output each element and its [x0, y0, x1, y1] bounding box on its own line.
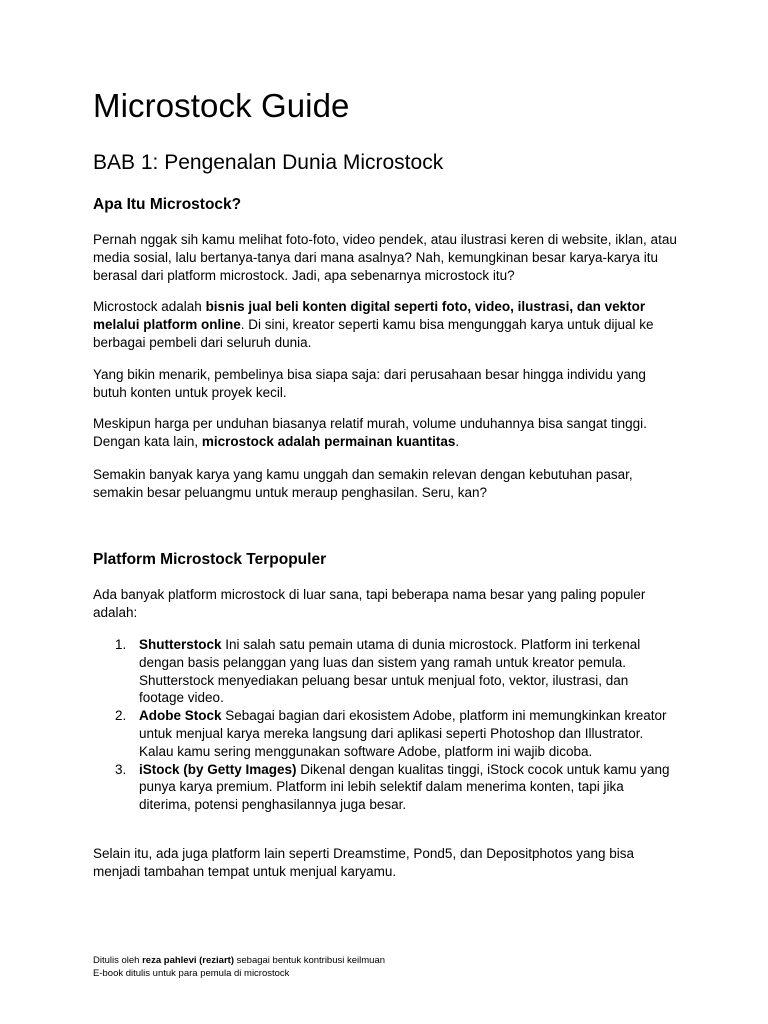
paragraph-bold-text: bisnis jual beli konten digital seperti foto, video, ilustrasi, dan vektor melalui platform online [93, 299, 646, 332]
document-title: Microstock Guide [93, 87, 350, 124]
platform-list [93, 636, 677, 814]
paragraph-relevance: Semakin banyak karya yang kamu unggah dan semakin relevan dengan kebutuhan pasar, semakin besar peluangmu untuk meraup penghasilan. Seru, kan? [93, 467, 633, 500]
page-footer [93, 954, 385, 980]
paragraph-text: Microstock adalah [93, 299, 206, 314]
footer-author-name: reza pahlevi (reziart) [142, 955, 234, 966]
list-item [93, 761, 677, 814]
list-item-text: Ini salah satu pemain utama di dunia microstock. Platform ini terkenal dengan basis pelanggan yang luas dan sistem yang ramah untuk kreator pemula. Shutterstock menyediakan peluang besar untuk menjual foto, vektor, ilustrasi, dan footage video. [139, 637, 641, 706]
footer-text: Ditulis oleh [93, 955, 143, 966]
section-heading-platform-populer: Platform Microstock Terpopuler [93, 551, 327, 568]
list-item [93, 636, 677, 707]
paragraph-buyers: Yang bikin menarik, pembelinya bisa siapa saja: dari perusahaan besar hingga individu yang butuh konten untuk proyek kecil. [93, 367, 646, 400]
footer-text: sebagai bentuk kontribusi keilmuan [233, 955, 386, 966]
paragraph-text: . [455, 433, 460, 449]
list-item-text: Sebagai bagian dari ekosistem Adobe, platform ini memungkinkan kreator untuk menjual karya mereka langsung dari aplikasi seperti Photoshop dan Illustrator. Kalau kamu sering menggunakan software Adobe, platform ini wajib dicoba. [139, 708, 667, 759]
paragraph-quantity [93, 415, 677, 451]
footer-note-line: E-book ditulis untuk para pemula di microstock [93, 968, 290, 979]
list-item-number: 1. [115, 637, 127, 652]
list-item-name: Adobe Stock [139, 708, 222, 724]
paragraph-text: . Di sini, kreator seperti kamu bisa mengunggah karya untuk dijual ke berbagai pembeli dari seluruh dunia. [93, 316, 654, 350]
list-item-text: Dikenal dengan kualitas tinggi, iStock cocok untuk kamu yang punya karya premium. Platform ini lebih selektif dalam menerima konten, tapi jika diterima, potensi penghasilannya juga besar. [139, 761, 670, 813]
paragraph-bold-text: microstock adalah permainan kuantitas [201, 433, 456, 449]
list-item-number: 2. [115, 708, 127, 724]
list-item-number: 3. [115, 761, 127, 777]
list-item-name: iStock (by Getty Images) [139, 761, 297, 777]
list-item-name: Shutterstock [139, 637, 222, 652]
document-page [93, 0, 677, 1024]
paragraph-intro: Pernah nggak sih kamu melihat foto-foto, video pendek, atau ilustrasi keren di website, iklan, atau media sosial, lalu bertanya-tanya dari mana asalnya? Nah, kemungkinan besar karya-karya itu berasal dari platform microstock. Jadi, apa sebenarnya microstock itu? [93, 232, 677, 283]
section-heading-apa-itu-microstock: Apa Itu Microstock? [93, 196, 242, 213]
list-item [93, 707, 677, 760]
paragraph-platform-intro: Ada banyak platform microstock di luar sana, tapi beberapa nama besar yang paling populer adalah: [93, 587, 646, 620]
paragraph-text: Meskipun harga per unduhan biasanya relatif murah, volume unduhannya bisa sangat tinggi. Dengan kata lain, [93, 416, 647, 449]
paragraph-other-platforms: Selain itu, ada juga platform lain seperti Dreamstime, Pond5, dan Depositphotos yang bisa menjadi tambahan tempat untuk menjual karyamu. [93, 846, 635, 879]
footer-author-line [93, 954, 385, 967]
chapter-title: BAB 1: Pengenalan Dunia Microstock [93, 151, 444, 174]
paragraph-definition [93, 298, 677, 351]
